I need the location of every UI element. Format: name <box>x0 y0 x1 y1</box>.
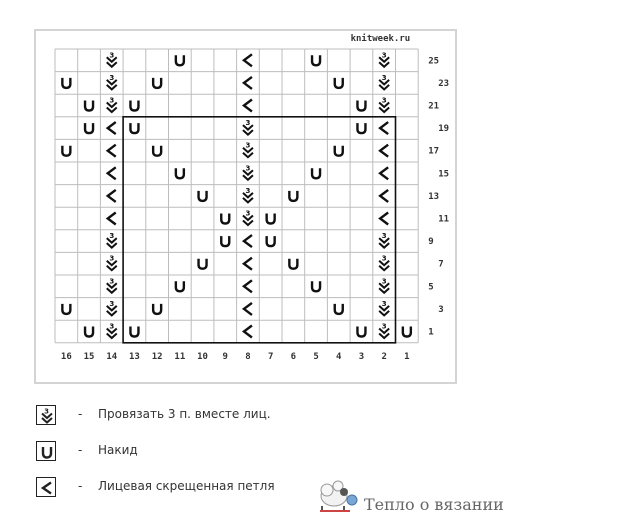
row-number: 5 <box>428 282 434 293</box>
legend-dash: - <box>78 443 83 457</box>
column-number: 11 <box>174 351 186 362</box>
yo-symbol <box>85 101 93 111</box>
yo-symbol <box>199 259 207 269</box>
row-number: 25 <box>428 56 440 67</box>
yo-symbol <box>403 327 411 337</box>
column-number: 12 <box>151 351 163 362</box>
twisted-symbol <box>380 145 388 157</box>
svg-text:3: 3 <box>44 407 49 416</box>
yo-symbol <box>312 168 320 178</box>
row-number: 7 <box>438 259 444 270</box>
twisted-symbol <box>380 122 388 134</box>
twisted-symbol <box>108 213 116 225</box>
yo-symbol <box>335 146 343 156</box>
row-number: 11 <box>438 214 450 225</box>
row-number: 15 <box>438 169 450 180</box>
yo-symbol <box>221 236 229 246</box>
legend-dash: - <box>78 407 83 421</box>
yo-symbol <box>289 191 297 201</box>
yo-symbol <box>357 123 365 133</box>
twisted-symbol <box>244 235 252 247</box>
k3tog-symbol <box>379 255 389 271</box>
twisted-symbol <box>244 303 252 315</box>
yo-symbol <box>176 168 184 178</box>
twisted-symbol <box>244 280 252 292</box>
k3tog-symbol <box>243 164 253 180</box>
k3tog-symbol <box>243 142 253 158</box>
twisted-symbol <box>244 100 252 112</box>
yo-symbol <box>85 123 93 133</box>
sheep-mascot-icon <box>314 474 360 514</box>
k3tog-symbol <box>379 232 389 248</box>
yo-symbol <box>312 281 320 291</box>
k3tog-symbol <box>379 277 389 293</box>
row-number: 1 <box>428 327 434 338</box>
yo-symbol <box>199 191 207 201</box>
column-number: 10 <box>197 351 208 362</box>
column-number: 8 <box>245 351 251 362</box>
yo-symbol <box>335 78 343 88</box>
yo-symbol <box>357 101 365 111</box>
column-number: 14 <box>106 351 118 362</box>
yo-symbol <box>153 78 161 88</box>
column-number: 9 <box>222 351 228 362</box>
svg-text:3: 3 <box>109 277 115 286</box>
svg-text:3: 3 <box>381 322 387 331</box>
twisted-symbol <box>108 167 116 179</box>
column-number: 6 <box>290 351 297 362</box>
row-number: 9 <box>428 237 434 248</box>
k3tog-symbol <box>243 119 253 135</box>
legend-label: Провязать 3 п. вместе лиц. <box>98 407 271 421</box>
column-number: 7 <box>267 351 274 362</box>
svg-text:3: 3 <box>381 232 387 241</box>
svg-text:3: 3 <box>109 73 115 82</box>
column-number: 13 <box>129 351 140 362</box>
k3tog-symbol <box>107 323 117 339</box>
k3tog-symbol <box>379 97 389 113</box>
yarn-over-icon <box>36 441 56 461</box>
k3tog-symbol <box>107 255 117 271</box>
row-number: 13 <box>428 191 440 202</box>
row-number: 21 <box>428 101 440 112</box>
yo-symbol <box>267 214 275 224</box>
legend-label: Лицевая скрещенная петля <box>98 479 275 493</box>
row-number: 19 <box>438 124 450 135</box>
twisted-symbol <box>108 145 116 157</box>
svg-text:3: 3 <box>109 322 115 331</box>
twisted-symbol <box>244 326 252 338</box>
k3tog-symbol <box>379 74 389 90</box>
k3tog-symbol <box>243 210 253 226</box>
twisted-symbol <box>380 167 388 179</box>
yo-symbol <box>85 327 93 337</box>
svg-text:3: 3 <box>109 232 115 241</box>
yo-symbol <box>335 304 343 314</box>
yo-symbol <box>130 123 138 133</box>
svg-text:3: 3 <box>109 51 115 60</box>
k3tog-symbol <box>107 97 117 113</box>
column-number: 3 <box>358 351 365 362</box>
column-number: 5 <box>313 351 319 362</box>
svg-text:3: 3 <box>381 254 387 263</box>
yo-symbol <box>289 259 297 269</box>
twisted-symbol <box>380 190 388 202</box>
yo-symbol <box>130 101 138 111</box>
k3tog-symbol <box>379 51 389 67</box>
k3tog-symbol <box>107 300 117 316</box>
svg-text:3: 3 <box>381 277 387 286</box>
svg-text:3: 3 <box>381 73 387 82</box>
site-label: knitweek.ru <box>350 34 411 44</box>
yo-symbol <box>176 55 184 65</box>
svg-text:3: 3 <box>109 96 115 105</box>
row-number: 17 <box>428 146 440 157</box>
yo-symbol <box>153 304 161 314</box>
yo-symbol <box>357 327 365 337</box>
twisted-stitch-icon <box>36 477 56 497</box>
yo-symbol <box>176 281 184 291</box>
column-number: 15 <box>83 351 95 362</box>
yo-symbol <box>62 146 70 156</box>
svg-text:3: 3 <box>109 299 115 308</box>
svg-text:3: 3 <box>381 51 387 60</box>
row-number: 3 <box>438 304 444 315</box>
svg-text:3: 3 <box>245 164 251 173</box>
yo-symbol <box>221 214 229 224</box>
yo-symbol <box>267 236 275 246</box>
k3tog-symbol <box>107 232 117 248</box>
brand-name: Тепло о вязании <box>364 495 504 514</box>
twisted-symbol <box>108 190 116 202</box>
svg-text:3: 3 <box>381 96 387 105</box>
column-number: 4 <box>336 351 342 362</box>
k3tog-symbol <box>243 187 253 203</box>
svg-text:3: 3 <box>245 209 251 218</box>
k3tog-symbol <box>107 51 117 67</box>
svg-text:3: 3 <box>245 119 251 128</box>
k3tog-symbol <box>107 277 117 293</box>
twisted-symbol <box>244 54 252 66</box>
legend-dash: - <box>78 479 83 493</box>
column-number: 1 <box>404 351 410 362</box>
yo-symbol <box>312 55 320 65</box>
yo-symbol <box>130 327 138 337</box>
svg-text:3: 3 <box>245 141 251 150</box>
yo-symbol <box>153 146 161 156</box>
row-number: 23 <box>438 78 450 89</box>
k3tog-symbol <box>107 74 117 90</box>
svg-text:3: 3 <box>381 299 387 308</box>
k3tog-symbol <box>379 300 389 316</box>
yo-symbol <box>62 304 70 314</box>
column-number: 16 <box>60 351 72 362</box>
twisted-symbol <box>108 122 116 134</box>
twisted-symbol <box>380 213 388 225</box>
brand-logo <box>314 474 504 514</box>
yo-symbol <box>62 78 70 88</box>
twisted-symbol <box>244 258 252 270</box>
k3tog-symbol <box>379 323 389 339</box>
column-number: 2 <box>381 351 387 362</box>
svg-text:3: 3 <box>109 254 115 263</box>
svg-text:3: 3 <box>245 186 251 195</box>
k3tog-icon <box>36 405 56 425</box>
twisted-symbol <box>244 77 252 89</box>
legend-label: Накид <box>98 443 138 457</box>
